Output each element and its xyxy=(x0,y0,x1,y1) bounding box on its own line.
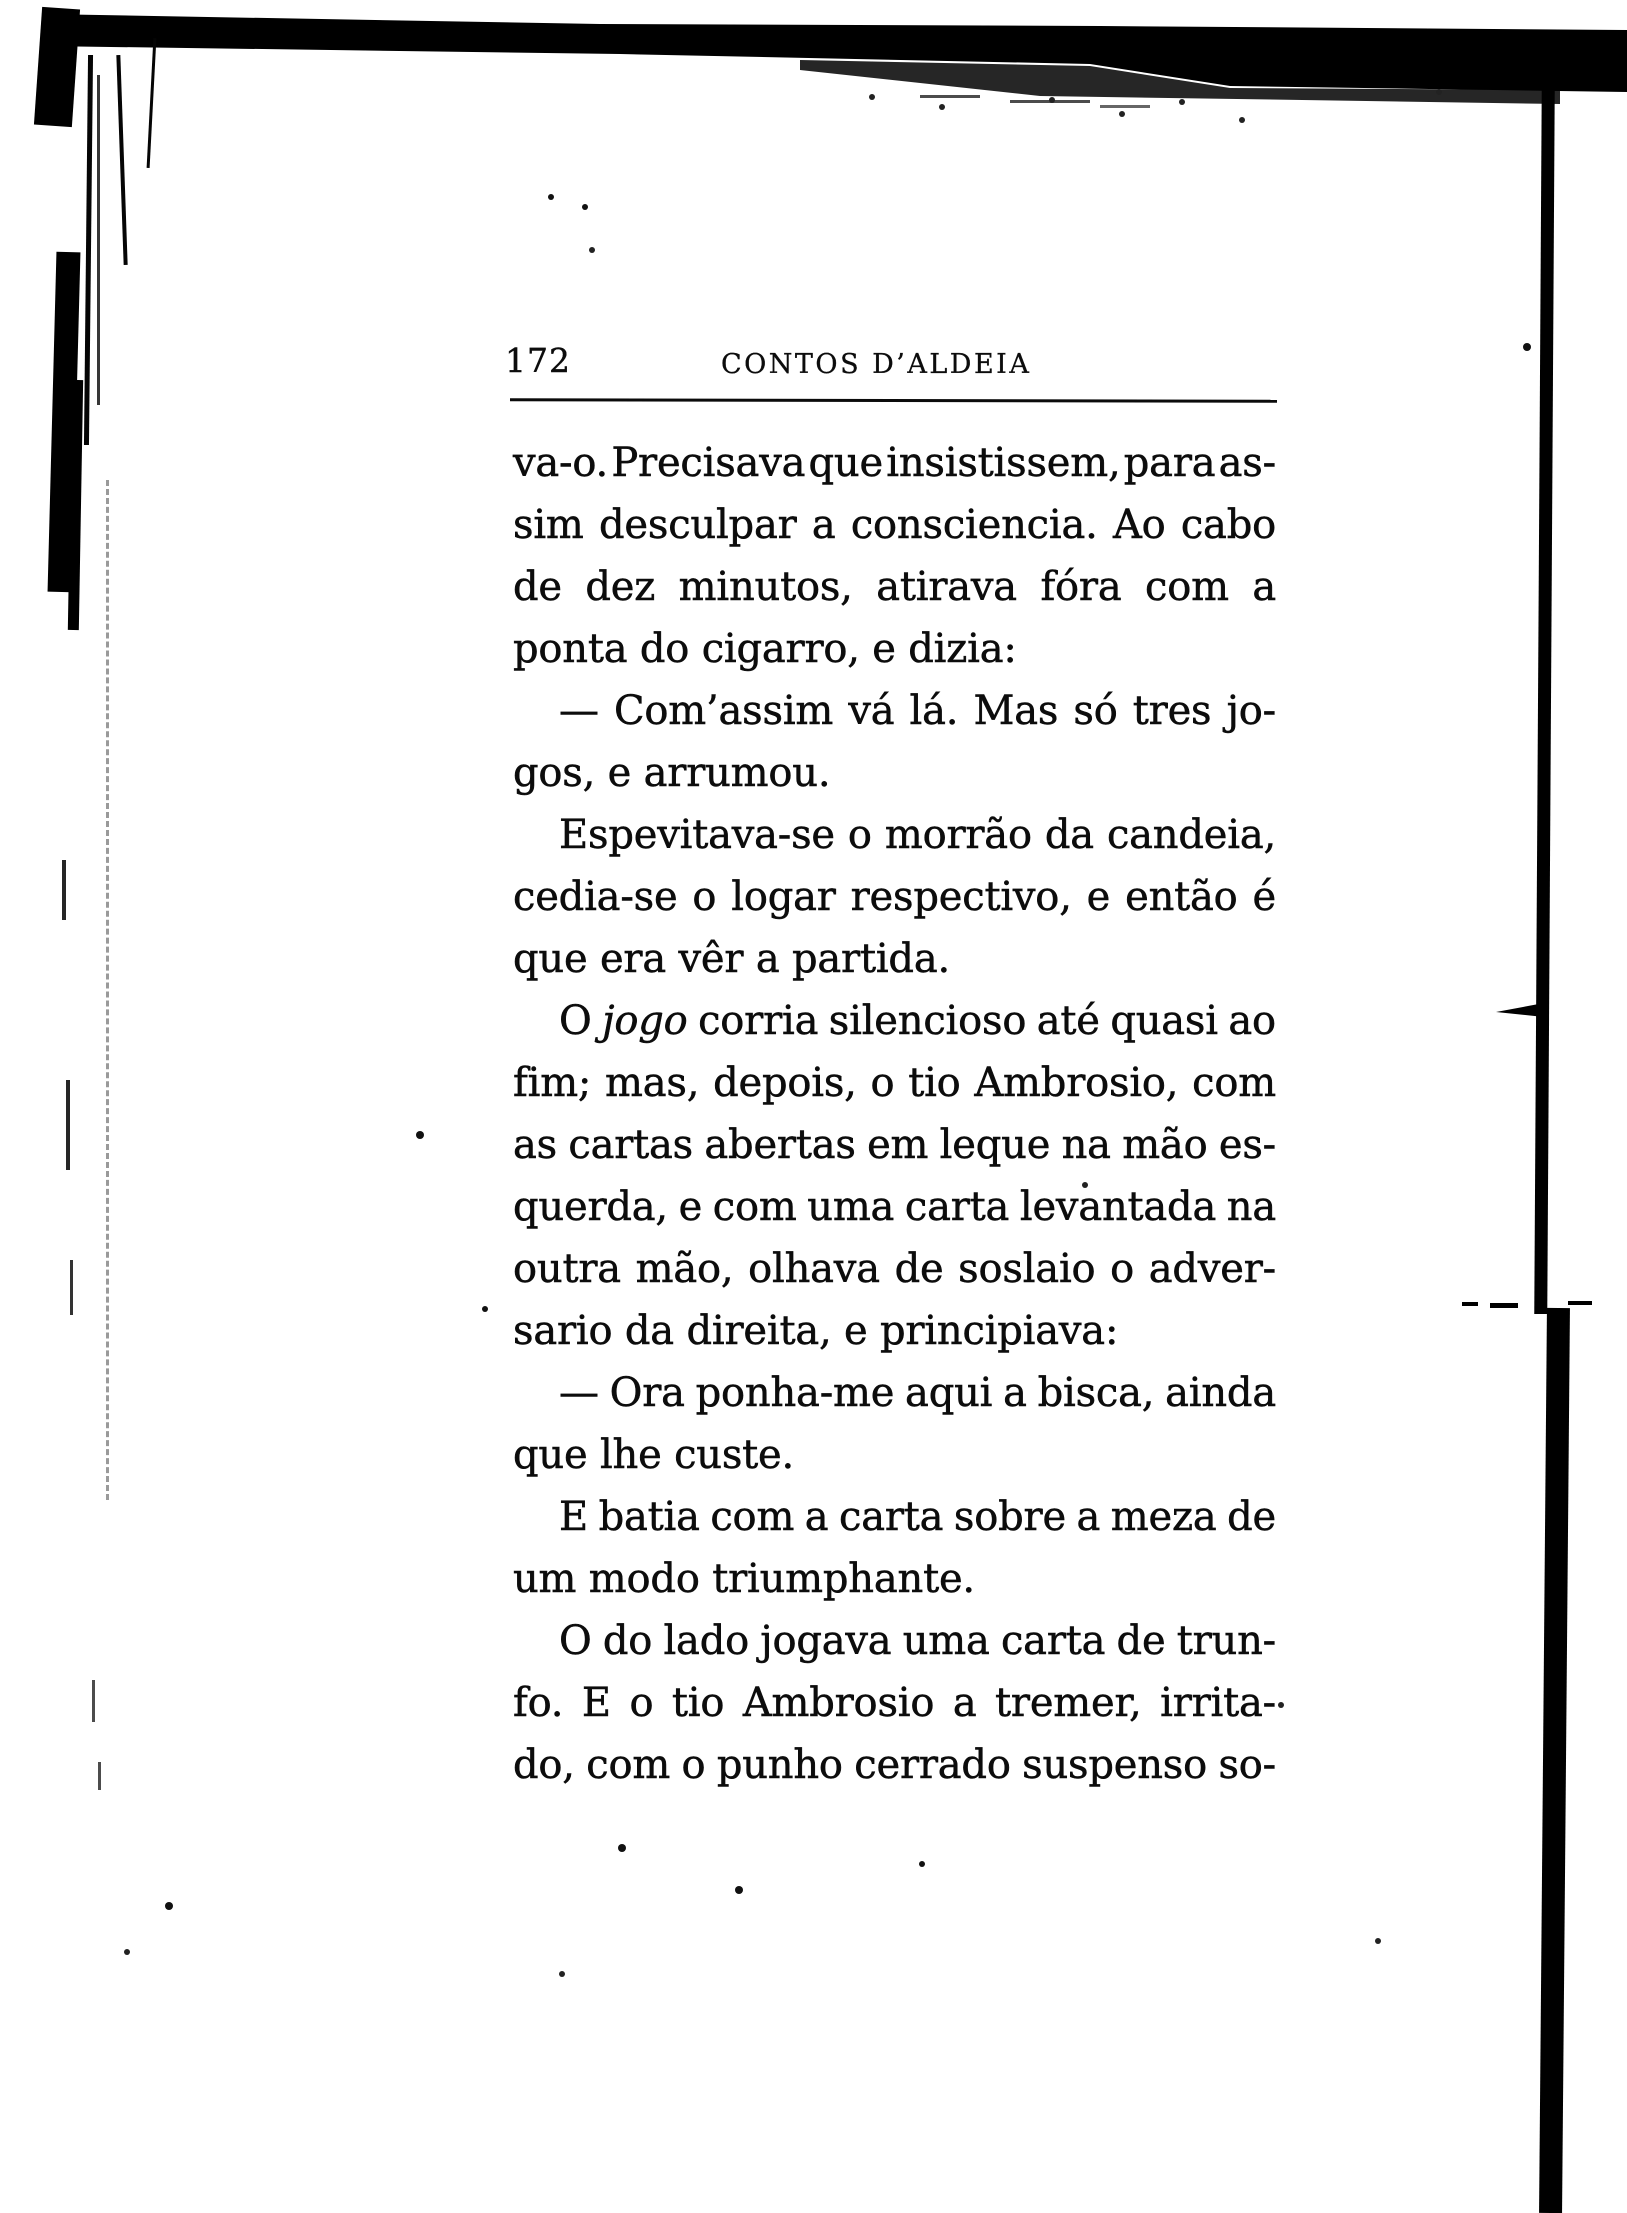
scan-right-dash xyxy=(1462,1302,1478,1306)
page-number: 172 xyxy=(505,341,571,380)
scan-right-bar-lower xyxy=(1539,1308,1570,2213)
scan-left-dash xyxy=(92,1680,95,1722)
scan-speck-row xyxy=(920,95,980,98)
header-rule xyxy=(510,398,1277,403)
text-line: as cartas abertas em leque na mão es- xyxy=(513,1122,1276,1168)
text-line: fo. E o tio Ambrosio a tremer, irrita- xyxy=(513,1680,1276,1726)
scan-gutter-dashes xyxy=(106,480,109,1500)
text-line: de dez minutos, atirava fóra com a xyxy=(513,564,1276,610)
text-line: — Ora ponha-me aqui a bisca, ainda xyxy=(559,1370,1276,1416)
scan-left-dash xyxy=(66,1080,70,1170)
scan-right-dash xyxy=(1490,1303,1518,1308)
scan-speck-row xyxy=(1100,105,1150,108)
scan-right-bar-upper xyxy=(1534,88,1554,1314)
scan-top-bar xyxy=(0,0,1627,120)
text-block xyxy=(513,432,1276,1796)
text-line: ponta do cigarro, e dizia: xyxy=(513,626,1017,672)
scan-left-dash xyxy=(70,1260,73,1315)
text-line: va-o. Precisava que insistissem, para as- xyxy=(513,440,1276,486)
text-line: fim; mas, depois, o tio Ambrosio, com xyxy=(513,1060,1276,1106)
text-line: sario da direita, e principiava: xyxy=(513,1308,1119,1354)
scan-speck-row xyxy=(1010,100,1090,103)
text-line: que era vêr a partida. xyxy=(513,936,950,982)
scan-right-tick xyxy=(1496,1003,1544,1017)
text-line: cedia-se o logar respectivo, e então é xyxy=(513,874,1276,920)
text-line: O do lado jogava uma carta de trun- xyxy=(559,1618,1276,1664)
running-title: CONTOS D’ALDEIA xyxy=(721,349,1032,380)
text-line: um modo triumphante. xyxy=(513,1556,975,1602)
scan-left-dash xyxy=(98,1762,101,1790)
text-line: sim desculpar a consciencia. Ao cabo xyxy=(513,502,1276,548)
text-line: do, com o punho cerrado suspenso so- xyxy=(513,1742,1276,1788)
text-line: Espevitava-se o morrão da candeia, xyxy=(559,812,1276,858)
scan-left-streak xyxy=(97,75,100,405)
text-line: gos, e arrumou. xyxy=(513,750,831,796)
text-line: querda, e com uma carta levantada na xyxy=(513,1184,1276,1230)
text-line: O jogo corria silencioso até quasi ao xyxy=(559,998,1276,1044)
scan-right-dash xyxy=(1568,1301,1592,1305)
text-line: que lhe custe. xyxy=(513,1432,795,1478)
text-line: outra mão, olhava de soslaio o adver- xyxy=(513,1246,1276,1292)
text-line: — Com’assim vá lá. Mas só tres jo- xyxy=(559,688,1276,734)
scan-left-dash xyxy=(62,860,66,920)
scan-speckles xyxy=(0,0,4,4)
text-line: E batia com a carta sobre a meza de xyxy=(559,1494,1276,1540)
